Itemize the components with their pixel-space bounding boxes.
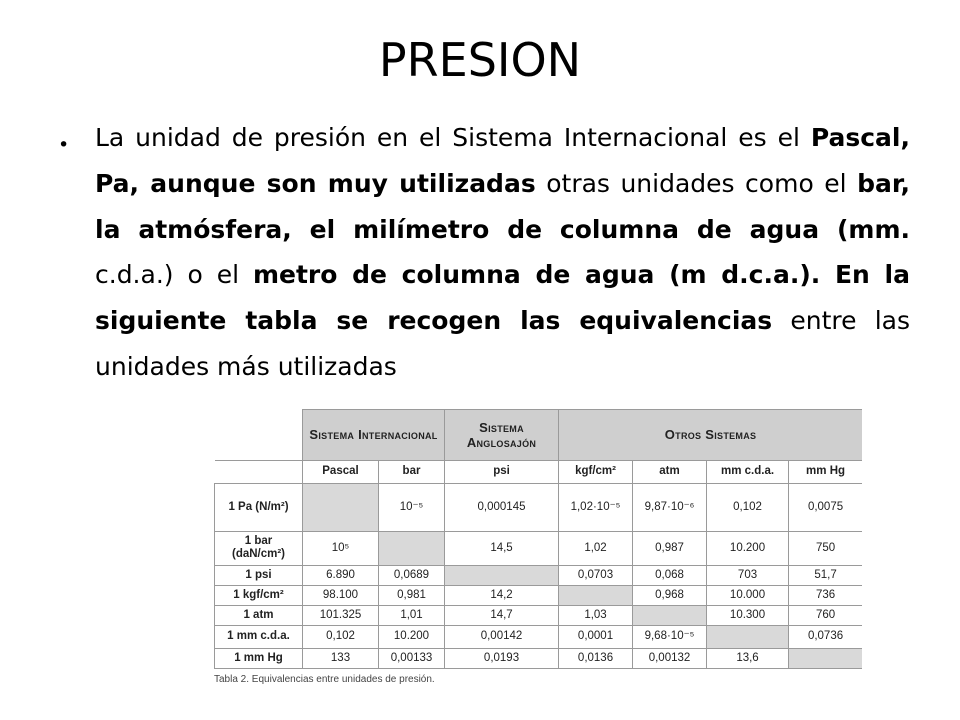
table-cell: 0,000145 bbox=[445, 483, 559, 531]
table-cell: 14,5 bbox=[445, 532, 559, 566]
body-text-run: otras unidades como el bbox=[535, 168, 858, 198]
table-cell-diagonal bbox=[559, 585, 633, 605]
table-cell: 0,981 bbox=[379, 585, 445, 605]
table-cell: 9,68·10⁻⁵ bbox=[633, 625, 707, 648]
table-cell: 1,02·10⁻⁵ bbox=[559, 483, 633, 531]
table-cell: 0,00142 bbox=[445, 625, 559, 648]
unit-header: mm Hg bbox=[789, 460, 862, 483]
table-cell: 0,0193 bbox=[445, 648, 559, 668]
table-cell: 133 bbox=[303, 648, 379, 668]
table-cell: 10⁻⁵ bbox=[379, 483, 445, 531]
table-cell: 0,0736 bbox=[789, 625, 862, 648]
unit-header: kgf/cm² bbox=[559, 460, 633, 483]
table-units-row bbox=[215, 460, 863, 483]
table-row bbox=[215, 605, 863, 625]
table-cell: 98.100 bbox=[303, 585, 379, 605]
row-label: 1 psi bbox=[215, 565, 303, 585]
table-cell: 14,7 bbox=[445, 605, 559, 625]
table-row bbox=[215, 532, 863, 566]
body-text-bold-run: metro de columna de agua (m d.c.a.). En la siguiente tabla se recogen las equivalencias bbox=[95, 260, 910, 336]
table-cell-diagonal bbox=[789, 648, 862, 668]
table-cell: 101.325 bbox=[303, 605, 379, 625]
table-cell-diagonal bbox=[633, 605, 707, 625]
table-cell: 750 bbox=[789, 532, 862, 566]
unit-header: Pascal bbox=[303, 460, 379, 483]
body-paragraph bbox=[95, 115, 910, 390]
table-cell: 9,87·10⁻⁶ bbox=[633, 483, 707, 531]
table-cell: 0,00132 bbox=[633, 648, 707, 668]
table-cell: 0,987 bbox=[633, 532, 707, 566]
table-cell: 0,0136 bbox=[559, 648, 633, 668]
row-label: 1 Pa (N/m²) bbox=[215, 483, 303, 531]
row-label: 1 atm bbox=[215, 605, 303, 625]
unit-header: psi bbox=[445, 460, 559, 483]
table-cell-diagonal bbox=[445, 565, 559, 585]
table-cell: 0,0703 bbox=[559, 565, 633, 585]
table-corner bbox=[215, 410, 303, 461]
table-cell: 6.890 bbox=[303, 565, 379, 585]
table-cell: 10.000 bbox=[707, 585, 789, 605]
group-header-anglo: Sistema Anglosajón bbox=[445, 410, 559, 461]
table-row bbox=[215, 585, 863, 605]
group-header-otros: Otros Sistemas bbox=[559, 410, 862, 461]
table-cell: 13,6 bbox=[707, 648, 789, 668]
table-cell: 703 bbox=[707, 565, 789, 585]
table-cell: 0,068 bbox=[633, 565, 707, 585]
table-cell: 0,0075 bbox=[789, 483, 862, 531]
table-row bbox=[215, 648, 863, 668]
units-corner bbox=[215, 460, 303, 483]
table-cell: 0,968 bbox=[633, 585, 707, 605]
unit-header: atm bbox=[633, 460, 707, 483]
table-cell: 10.200 bbox=[379, 625, 445, 648]
bullet-marker: • bbox=[58, 134, 70, 156]
table-cell: 1,03 bbox=[559, 605, 633, 625]
table-row bbox=[215, 565, 863, 585]
table-caption: Tabla 2. Equivalencias entre unidades de presión. bbox=[214, 674, 435, 685]
body-text-run: c.d.a.) o el bbox=[95, 260, 253, 290]
body-text-run: entre las unidades más utilizadas bbox=[95, 306, 910, 381]
slide-title: PRESION bbox=[378, 33, 582, 87]
table-cell: 0,00133 bbox=[379, 648, 445, 668]
table-cell: 1,02 bbox=[559, 532, 633, 566]
table-cell: 0,102 bbox=[707, 483, 789, 531]
table-row bbox=[215, 483, 863, 531]
table-cell: 0,0689 bbox=[379, 565, 445, 585]
unit-header: bar bbox=[379, 460, 445, 483]
row-label: 1 kgf/cm² bbox=[215, 585, 303, 605]
table-cell: 14,2 bbox=[445, 585, 559, 605]
table-cell: 0,0001 bbox=[559, 625, 633, 648]
table-cell-diagonal bbox=[379, 532, 445, 566]
row-label: 1 mm c.d.a. bbox=[215, 625, 303, 648]
group-header-si: Sistema Internacional bbox=[303, 410, 445, 461]
table-cell: 51,7 bbox=[789, 565, 862, 585]
unit-header: mm c.d.a. bbox=[707, 460, 789, 483]
row-label: 1 mm Hg bbox=[215, 648, 303, 668]
table-cell: 0,102 bbox=[303, 625, 379, 648]
body-text-bold-run: Pascal, Pa, aunque son muy utilizadas bbox=[95, 123, 910, 198]
equivalence-table-image bbox=[214, 409, 862, 720]
table-cell: 736 bbox=[789, 585, 862, 605]
table-row bbox=[215, 625, 863, 648]
table-cell: 10⁵ bbox=[303, 532, 379, 566]
body-text-run: La unidad de presión en el Sistema Internacional es el bbox=[95, 123, 811, 152]
row-label: 1 bar (daN/cm²) bbox=[215, 532, 303, 566]
pressure-equivalence-table bbox=[214, 409, 862, 669]
table-cell: 1,01 bbox=[379, 605, 445, 625]
table-cell: 10.200 bbox=[707, 532, 789, 566]
body-text-bold-run: bar, la atmósfera, el milímetro de columna de agua (mm. bbox=[95, 168, 911, 244]
table-cell-diagonal bbox=[303, 483, 379, 531]
table-cell-diagonal bbox=[707, 625, 789, 648]
table-cell: 760 bbox=[789, 605, 862, 625]
table-cell: 10.300 bbox=[707, 605, 789, 625]
table-group-header-row bbox=[215, 410, 863, 461]
